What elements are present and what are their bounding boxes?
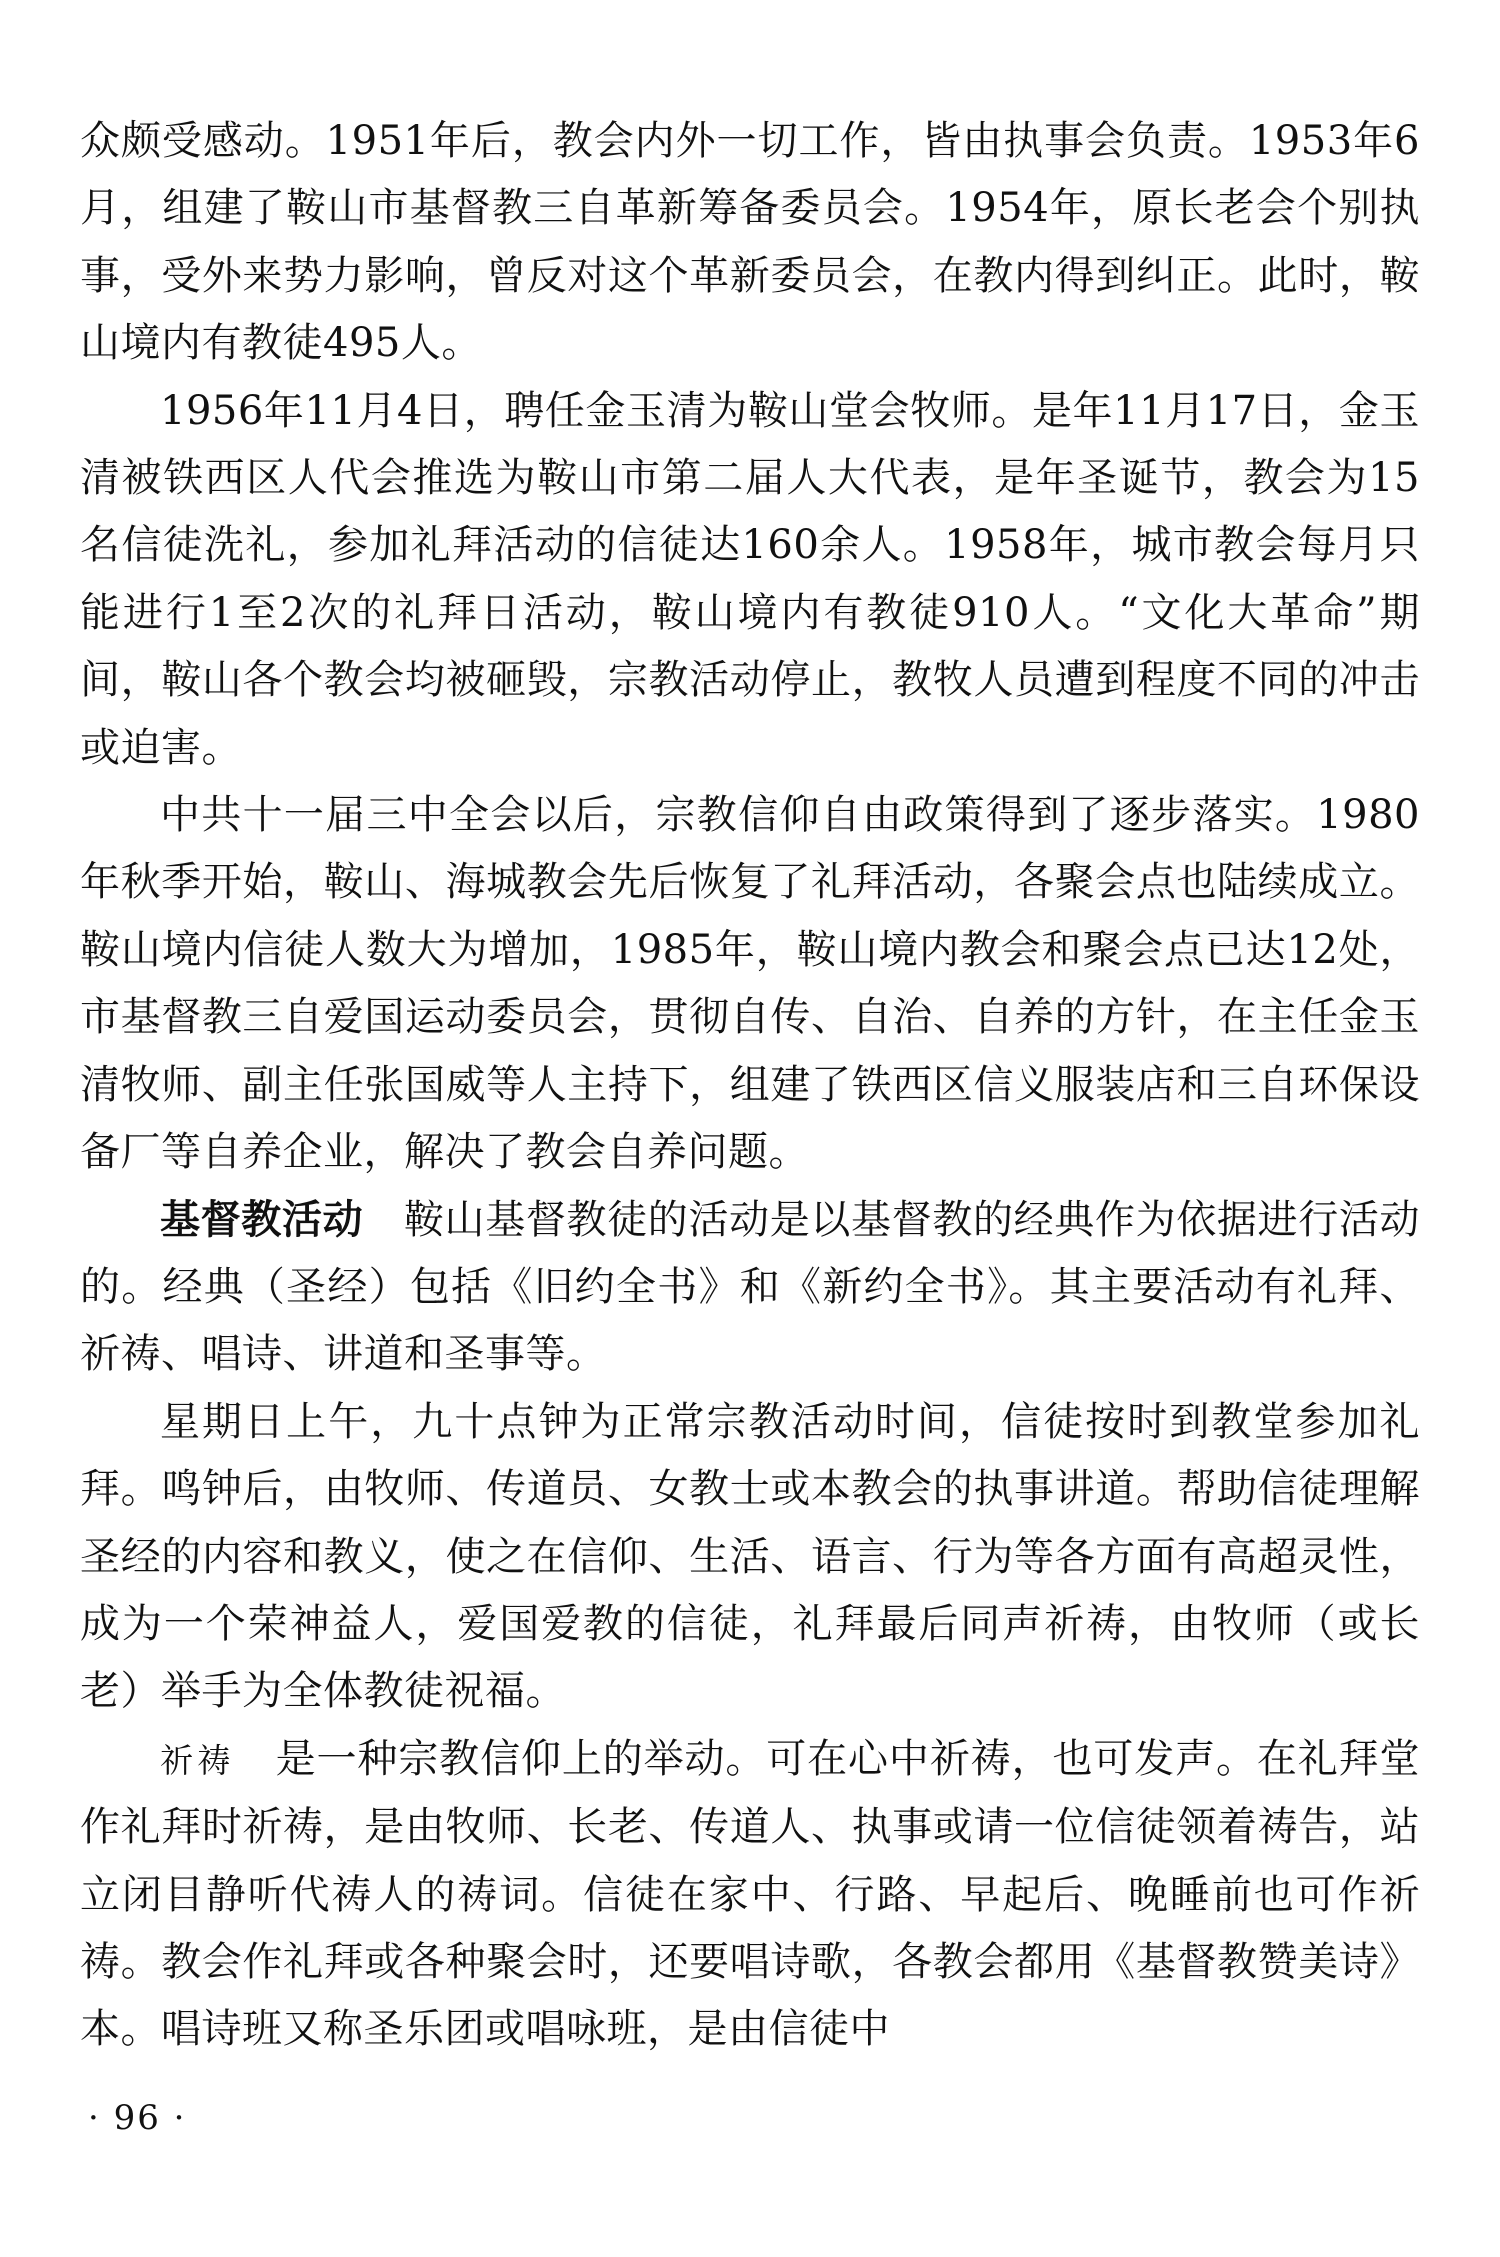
paragraph-3 — [80, 782, 1420, 1186]
paragraph-6 — [80, 1726, 1420, 2064]
paragraph-4 — [80, 1187, 1420, 1389]
paragraph-2 — [80, 378, 1420, 782]
section-heading-christian-activities: 基督教活动 — [160, 1196, 364, 1243]
paragraph-4-text: 鞍山基督教徒的活动是以基督教的经典作为依据进行活动的。经典（圣经）包括《旧约全书》和《新约全书》。其主要活动有礼拜、祈祷、唱诗、讲道和圣事等。 — [80, 1196, 1420, 1378]
subheading-prayer: 祈祷 — [160, 1740, 235, 1780]
body-text — [80, 108, 1420, 2064]
paragraph-3-text: 中共十一届三中全会以后，宗教信仰自由政策得到了逐步落实。1980年秋季开始，鞍山、海城教会先后恢复了礼拜活动，各聚会点也陆续成立。鞍山境内信徒人数大为增加，1985年，鞍山境内教会和聚会点已达12处，市基督教三自爱国运动委员会，贯彻自传、自治、自养的方针，在主任金玉清牧师、副主任张国威等人主持下，组建了铁西区信义服装店和三自环保设备厂等自养企业，解决了教会自养问题。 — [80, 792, 1420, 1176]
paragraph-5-text: 星期日上午，九十点钟为正常宗教活动时间，信徒按时到教堂参加礼拜。鸣钟后，由牧师、传道员、女教士或本教会的执事讲道。帮助信徒理解圣经的内容和教义，使之在信仰、生活、语言、行为等各方面有高超灵性，成为一个荣神益人，爱国爱教的信徒，礼拜最后同声祈祷，由牧师（或长老）举手为全体教徒祝福。 — [80, 1398, 1420, 1715]
paragraph-2-text: 1956年11月4日，聘任金玉清为鞍山堂会牧师。是年11月17日，金玉清被铁西区人代会推选为鞍山市第二届人大代表，是年圣诞节，教会为15名信徒洗礼，参加礼拜活动的信徒达160余人。1958年，城市教会每月只能进行1至2次的礼拜日活动，鞍山境内有教徒910人。“文化大革命”期间，鞍山各个教会均被砸毁，宗教活动停止，教牧人员遭到程度不同的冲击或迫害。 — [80, 387, 1420, 771]
paragraph-1 — [80, 108, 1420, 378]
paragraph-5 — [80, 1389, 1420, 1726]
page-number: · 96 · — [88, 2098, 187, 2138]
paragraph-6-text: 是一种宗教信仰上的举动。可在心中祈祷，也可发声。在礼拜堂作礼拜时祈祷，是由牧师、长老、传道人、执事或请一位信徒领着祷告，站立闭目静听代祷人的祷词。信徒在家中、行路、早起后、晚睡前也可作祈祷。教会作礼拜或各种聚会时，还要唱诗歌，各教会都用《基督教赞美诗》本。唱诗班又称圣乐团或唱咏班，是由信徒中 — [80, 1735, 1421, 2053]
paragraph-1-text: 众颇受感动。1951年后，教会内外一切工作，皆由执事会负责。1953年6月，组建了鞍山市基督教三自革新筹备委员会。1954年，原长老会个别执事，受外来势力影响，曾反对这个革新委员会，在教内得到纠正。此时，鞍山境内有教徒495人。 — [80, 118, 1420, 367]
